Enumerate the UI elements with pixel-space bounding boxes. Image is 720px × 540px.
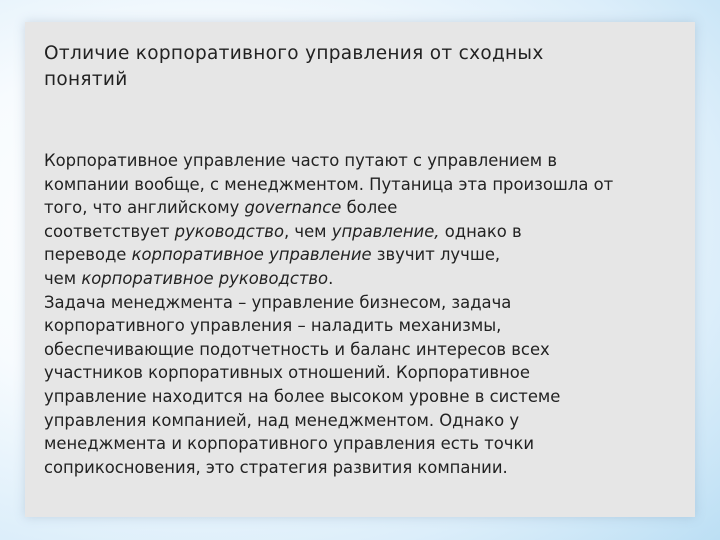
body-line: обеспечивающие подотчетность и баланс интересов всех (44, 339, 550, 359)
body-line: управления компанией, над менеджментом. Однако у (44, 410, 520, 430)
title-line-1: Отличие корпоративного управления от сходных (44, 43, 544, 64)
italic-term: корпоративное руководство (81, 268, 329, 288)
body-line: менеджмента и корпоративного управления есть точки (44, 434, 535, 454)
text-run: того, что английскому (44, 198, 245, 218)
body-line: управление находится на более высоком уровне в системе (44, 386, 561, 406)
text-run: соответствует (44, 221, 175, 241)
body-line: Задача менеджмента – управление бизнесом, задача (44, 292, 512, 312)
italic-term-governance: governance (244, 198, 342, 218)
text-run: однако в (439, 221, 522, 241)
body-line (44, 220, 684, 244)
text-run: , чем (283, 221, 332, 241)
slide-title (44, 41, 664, 93)
body-line: соприкосновения, это стратегия развития компании. (44, 457, 508, 477)
italic-term: управление, (331, 221, 440, 241)
slide-body-text (44, 149, 684, 479)
body-line (44, 196, 684, 220)
text-run: . (328, 268, 334, 288)
title-line-2: понятий (44, 69, 128, 90)
body-line (44, 243, 684, 267)
text-run: более (341, 198, 398, 218)
text-run: звучит лучше, (371, 245, 501, 265)
body-line: корпоративного управления – наладить механизмы, (44, 316, 502, 336)
italic-term: руководство (174, 221, 284, 241)
body-line: компании вообще, с менеджментом. Путаница эта произошла от (44, 174, 614, 194)
text-run: чем (44, 268, 82, 288)
italic-term: корпоративное управление (131, 245, 372, 265)
body-line: участников корпоративных отношений. Корпоративное (44, 363, 530, 383)
body-line: Корпоративное управление часто путают с управлением в (44, 151, 557, 170)
text-run: переводе (44, 245, 132, 265)
body-line (44, 267, 684, 291)
